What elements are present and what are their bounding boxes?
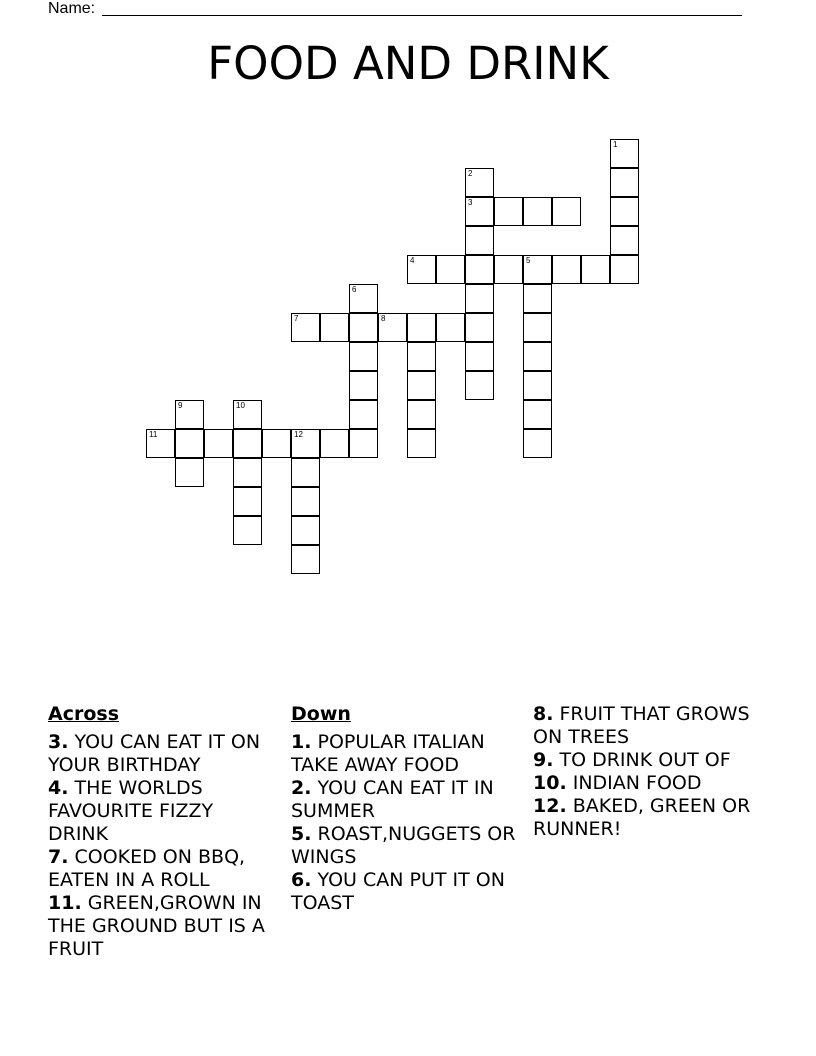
crossword-cell[interactable]: [610, 255, 639, 284]
crossword-cell[interactable]: [523, 400, 552, 429]
crossword-cell-12[interactable]: [291, 429, 320, 458]
cell-number: 11: [149, 430, 158, 439]
crossword-cell-8[interactable]: [378, 313, 407, 342]
crossword-cell[interactable]: [581, 255, 610, 284]
crossword-cell[interactable]: [552, 197, 581, 226]
crossword-cell[interactable]: [320, 429, 349, 458]
crossword-cell[interactable]: [523, 429, 552, 458]
crossword-cell[interactable]: [407, 400, 436, 429]
crossword-cell[interactable]: [523, 197, 552, 226]
cell-number: 4: [410, 256, 415, 265]
crossword-cell-9[interactable]: [175, 400, 204, 429]
cell-number: 8: [381, 314, 386, 323]
page-title: FOOD AND DRINK: [207, 37, 609, 90]
crossword-cell-2[interactable]: [465, 168, 494, 197]
crossword-cell[interactable]: [175, 458, 204, 487]
crossword-cell[interactable]: [320, 313, 349, 342]
crossword-cell[interactable]: [465, 255, 494, 284]
cell-number: 5: [526, 256, 531, 265]
crossword-cell[interactable]: [494, 197, 523, 226]
crossword-cell[interactable]: [465, 284, 494, 313]
crossword-cell[interactable]: [175, 429, 204, 458]
cell-number: 6: [352, 285, 357, 294]
crossword-cell[interactable]: [407, 429, 436, 458]
crossword-cell[interactable]: [349, 400, 378, 429]
crossword-cell[interactable]: [233, 487, 262, 516]
cell-number: 10: [236, 401, 245, 410]
crossword-cell[interactable]: [349, 313, 378, 342]
cell-number: 7: [294, 314, 299, 323]
clue-across-3: 3. YOU CAN EAT IT ON YOUR BIRTHDAY: [48, 731, 261, 776]
clue-down-9: 9. TO DRINK OUT OF: [533, 749, 731, 771]
crossword-cell[interactable]: [407, 313, 436, 342]
crossword-cell-11[interactable]: [146, 429, 175, 458]
clue-across-4: 4. THE WORLDS FAVOURITE FIZZY DRINK: [48, 777, 214, 845]
crossword-cell[interactable]: [465, 371, 494, 400]
down-clues-continued: [533, 703, 763, 841]
crossword-cell-5[interactable]: [523, 255, 552, 284]
crossword-cell[interactable]: [436, 313, 465, 342]
crossword-cell[interactable]: [407, 342, 436, 371]
clue-down-1: 1. POPULAR ITALIAN TAKE AWAY FOOD: [291, 731, 485, 776]
crossword-cell[interactable]: [523, 342, 552, 371]
crossword-cell[interactable]: [204, 429, 233, 458]
crossword-cell[interactable]: [465, 226, 494, 255]
across-clues: [48, 703, 274, 961]
crossword-cell-1[interactable]: [610, 139, 639, 168]
crossword-cell[interactable]: [291, 545, 320, 574]
crossword-cell[interactable]: [349, 429, 378, 458]
crossword-cell[interactable]: [349, 342, 378, 371]
clue-down-10: 10. INDIAN FOOD: [533, 772, 702, 794]
down-heading: Down: [291, 703, 351, 725]
crossword-cell[interactable]: [552, 255, 581, 284]
crossword-cell-6[interactable]: [349, 284, 378, 313]
clue-across-11: 11. GREEN,GROWN IN THE GROUND BUT IS A FRUIT: [48, 892, 265, 960]
crossword-cell[interactable]: [233, 458, 262, 487]
crossword-cell[interactable]: [262, 429, 291, 458]
clue-down-8: 8. FRUIT THAT GROWS ON TREES: [533, 703, 750, 748]
crossword-cell[interactable]: [523, 313, 552, 342]
clue-down-5: 5. ROAST,NUGGETS OR WINGS: [291, 823, 516, 868]
crossword-cell[interactable]: [233, 429, 262, 458]
crossword-cell[interactable]: [436, 255, 465, 284]
cell-number: 12: [294, 430, 303, 439]
clue-across-7: 7. COOKED ON BBQ, EATEN IN A ROLL: [48, 846, 246, 891]
crossword-cell[interactable]: [291, 487, 320, 516]
clue-down-2: 2. YOU CAN EAT IT IN SUMMER: [291, 777, 494, 822]
crossword-cell[interactable]: [349, 371, 378, 400]
crossword-cell[interactable]: [291, 516, 320, 545]
crossword-cell[interactable]: [523, 284, 552, 313]
crossword-cell[interactable]: [610, 168, 639, 197]
crossword-cell[interactable]: [291, 458, 320, 487]
crossword-cell[interactable]: [233, 516, 262, 545]
crossword-cell[interactable]: [465, 313, 494, 342]
name-label: Name:: [48, 0, 96, 17]
clue-down-6: 6. YOU CAN PUT IT ON TOAST: [291, 869, 505, 914]
crossword-cell-10[interactable]: [233, 400, 262, 429]
crossword-cell-7[interactable]: [291, 313, 320, 342]
clue-down-12: 12. BAKED, GREEN OR RUNNER!: [533, 795, 751, 840]
across-heading: Across: [48, 703, 120, 725]
crossword-cell[interactable]: [523, 371, 552, 400]
cell-number: 3: [468, 198, 473, 207]
crossword-cell[interactable]: [610, 197, 639, 226]
cell-number: 1: [613, 140, 618, 149]
crossword-cell[interactable]: [610, 226, 639, 255]
crossword-cell[interactable]: [407, 371, 436, 400]
crossword-cell[interactable]: [465, 342, 494, 371]
cell-number: 2: [468, 169, 473, 178]
cell-number: 9: [178, 401, 183, 410]
crossword-cell[interactable]: [494, 255, 523, 284]
down-clues: [291, 703, 517, 915]
crossword-cell-3[interactable]: [465, 197, 494, 226]
crossword-cell-4[interactable]: [407, 255, 436, 284]
